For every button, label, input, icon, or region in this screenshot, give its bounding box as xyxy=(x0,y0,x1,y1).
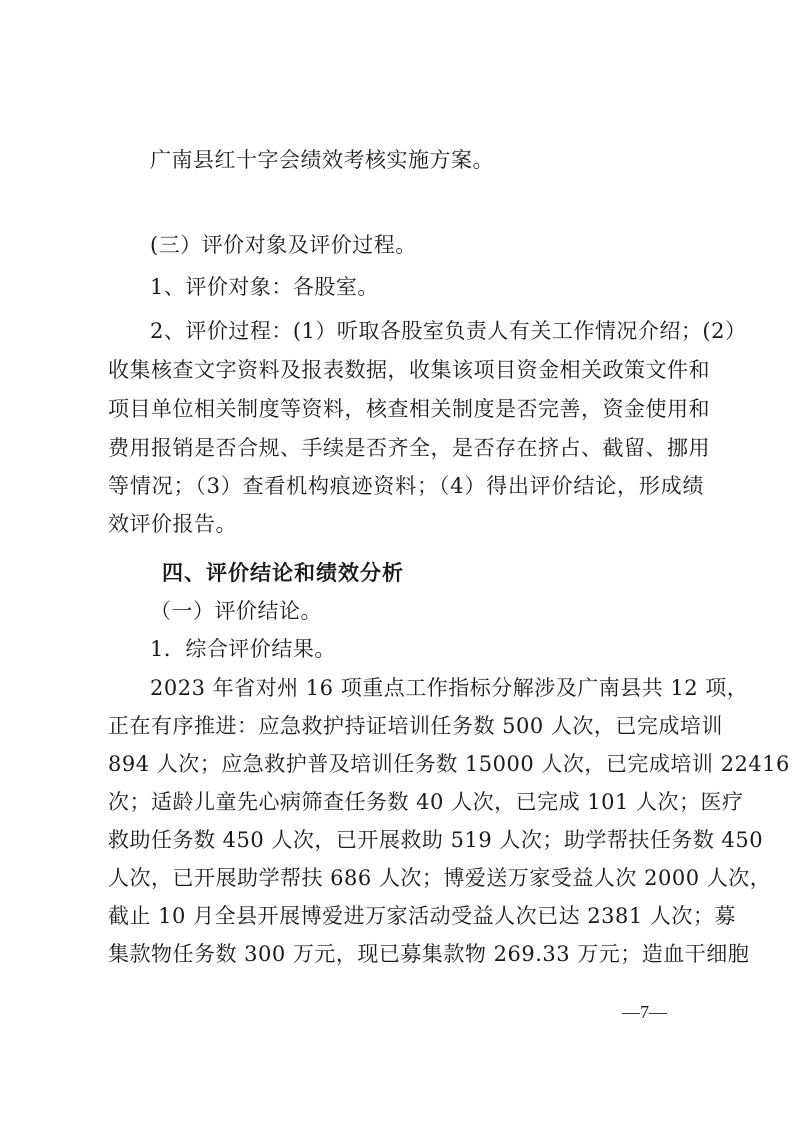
list-item-evaluation-object: 1、评价对象：各股室。 xyxy=(150,275,379,299)
paragraph-results-line-8: 集款物任务数 300 万元，现已募集款物 269.33 万元；造血干细胞 xyxy=(108,942,750,966)
paragraph-intro-line: 广南县红十字会绩效考核实施方案。 xyxy=(150,148,494,172)
paragraph-process-line-1: 2、评价过程：(1）听取各股室负责人有关工作情况介绍；(2） xyxy=(150,319,747,343)
paragraph-results-line-6: 人次，已开展助学帮扶 686 人次；博爱送万家受益人次 2000 人次， xyxy=(108,866,772,890)
list-item-overall-result: 1．综合评价结果。 xyxy=(150,637,336,661)
paragraph-results-line-3: 894 人次；应急救护普及培训任务数 15000 人次，已完成培训 22416 xyxy=(108,752,790,776)
subsection-heading-conclusion: （一）评价结论。 xyxy=(150,599,322,623)
paragraph-process-line-2: 收集核查文字资料及报表数据，收集该项目资金相关政策文件和 xyxy=(108,358,710,382)
section-heading-evaluation-object: (三）评价对象及评价过程。 xyxy=(150,233,417,257)
paragraph-process-line-4: 费用报销是否合规、手续是否齐全，是否存在挤占、截留、挪用 xyxy=(108,436,710,460)
page-number: —7— xyxy=(622,1002,667,1022)
section-heading-conclusion: 四、评价结论和绩效分析 xyxy=(162,561,404,585)
paragraph-results-line-2: 正在有序推进：应急救护持证培训任务数 500 人次，已完成培训 xyxy=(108,714,723,738)
paragraph-process-line-5: 等情况；（3）查看机构痕迹资料；（4）得出评价结论，形成绩 xyxy=(108,474,704,498)
paragraph-results-line-7: 截止 10 月全县开展博爱进万家活动受益人次已达 2381 人次；募 xyxy=(108,904,736,928)
paragraph-process-line-6: 效评价报告。 xyxy=(108,512,237,536)
paragraph-process-line-3: 项目单位相关制度等资料，核查相关制度是否完善，资金使用和 xyxy=(108,397,710,421)
paragraph-results-line-4: 次；适龄儿童先心病筛查任务数 40 人次，已完成 101 人次；医疗 xyxy=(108,790,744,814)
paragraph-results-line-1: 2023 年省对州 16 项重点工作指标分解涉及广南县共 12 项， xyxy=(150,676,749,700)
paragraph-results-line-5: 救助任务数 450 人次，已开展救助 519 人次；助学帮扶任务数 450 xyxy=(108,828,764,852)
